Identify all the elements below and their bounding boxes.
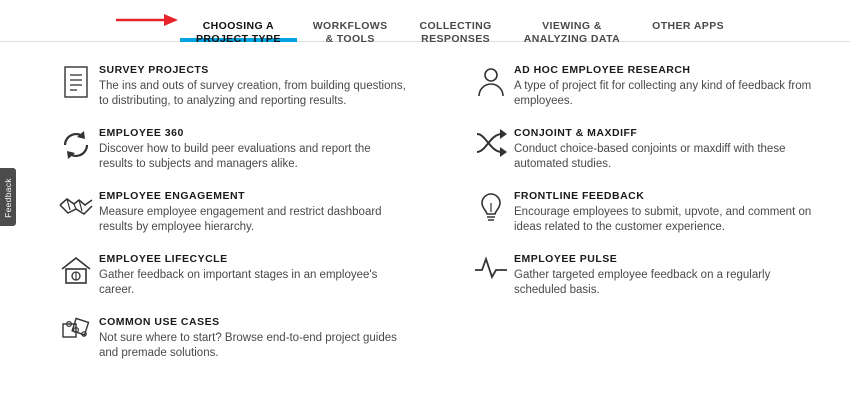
item-description: Encourage employees to submit, upvote, and comment on ideas related to the customer experience. bbox=[514, 206, 812, 233]
tab-other-apps[interactable] bbox=[636, 0, 740, 42]
tab-label-line1: WORKFLOWS bbox=[312, 20, 388, 32]
item-description: Not sure where to start? Browse end-to-end project guides and premade solutions. bbox=[99, 332, 397, 359]
list-item[interactable] bbox=[470, 190, 850, 235]
item-description: The ins and outs of survey creation, from building questions, to distributing, to analyzing and reporting results. bbox=[99, 80, 406, 107]
item-title[interactable]: EMPLOYEE PULSE bbox=[514, 253, 618, 265]
item-title[interactable]: FRONTLINE FEEDBACK bbox=[514, 190, 645, 202]
tab-label-line2: PROJECT TYPE bbox=[195, 33, 281, 45]
person-icon bbox=[470, 64, 512, 106]
feedback-tab-label: Feedback bbox=[3, 178, 13, 218]
item-description: Conduct choice-based conjoints or maxdiff with these automated studies. bbox=[514, 143, 786, 170]
tab-label-line1: VIEWING & bbox=[542, 20, 602, 32]
item-title[interactable]: SURVEY PROJECTS bbox=[99, 64, 209, 76]
puzzle-pieces-icon bbox=[55, 316, 97, 358]
item-title[interactable]: EMPLOYEE 360 bbox=[99, 127, 184, 139]
red-arrow-pointer bbox=[116, 13, 178, 27]
circular-arrows-icon bbox=[55, 127, 97, 169]
list-item[interactable] bbox=[55, 64, 435, 109]
tab-label-line2: & TOOLS bbox=[325, 33, 375, 45]
item-description: Discover how to build peer evaluations and report the results to subjects and managers alike. bbox=[99, 143, 371, 170]
house-icon bbox=[55, 253, 97, 295]
tab-label-line2: ANALYZING DATA bbox=[523, 33, 621, 45]
tab-label-line1: OTHER APPS bbox=[652, 20, 725, 32]
item-title[interactable]: AD HOC EMPLOYEE RESEARCH bbox=[514, 64, 691, 76]
list-item[interactable] bbox=[55, 253, 435, 298]
list-item[interactable] bbox=[470, 127, 850, 172]
tab-choosing-a-project-type[interactable] bbox=[180, 0, 297, 45]
handshake-icon bbox=[55, 190, 97, 232]
tab-label-line2: RESPONSES bbox=[421, 33, 491, 45]
item-description: Gather feedback on important stages in an employee's career. bbox=[99, 269, 378, 296]
item-title[interactable]: EMPLOYEE LIFECYCLE bbox=[99, 253, 228, 265]
tab-label-line1: COLLECTING bbox=[419, 20, 492, 32]
list-item[interactable] bbox=[55, 190, 435, 235]
item-title[interactable]: EMPLOYEE ENGAGEMENT bbox=[99, 190, 246, 202]
item-title[interactable]: COMMON USE CASES bbox=[99, 316, 220, 328]
tab-workflows-and-tools[interactable] bbox=[297, 0, 404, 45]
link-grid bbox=[0, 42, 850, 379]
document-icon bbox=[55, 64, 97, 106]
list-item[interactable] bbox=[55, 127, 435, 172]
item-title[interactable]: CONJOINT & MAXDIFF bbox=[514, 127, 638, 139]
primary-tab-bar bbox=[0, 0, 850, 45]
tab-collecting-responses[interactable] bbox=[403, 0, 507, 45]
list-item[interactable] bbox=[470, 253, 850, 298]
item-description: Gather targeted employee feedback on a regularly scheduled basis. bbox=[514, 269, 771, 296]
pulse-icon bbox=[470, 253, 512, 295]
tab-viewing-and-analyzing-data[interactable] bbox=[508, 0, 636, 45]
lightbulb-icon bbox=[470, 190, 512, 232]
left-column bbox=[55, 64, 435, 379]
item-description: Measure employee engagement and restrict dashboard results by employee hierarchy. bbox=[99, 206, 382, 233]
right-column bbox=[470, 64, 850, 379]
list-item[interactable] bbox=[470, 64, 850, 109]
item-description: A type of project fit for collecting any kind of feedback from employees. bbox=[514, 80, 812, 107]
list-item[interactable] bbox=[55, 316, 435, 361]
tab-label-line1: CHOOSING A bbox=[202, 20, 274, 32]
crossing-arrows-icon bbox=[470, 127, 512, 169]
